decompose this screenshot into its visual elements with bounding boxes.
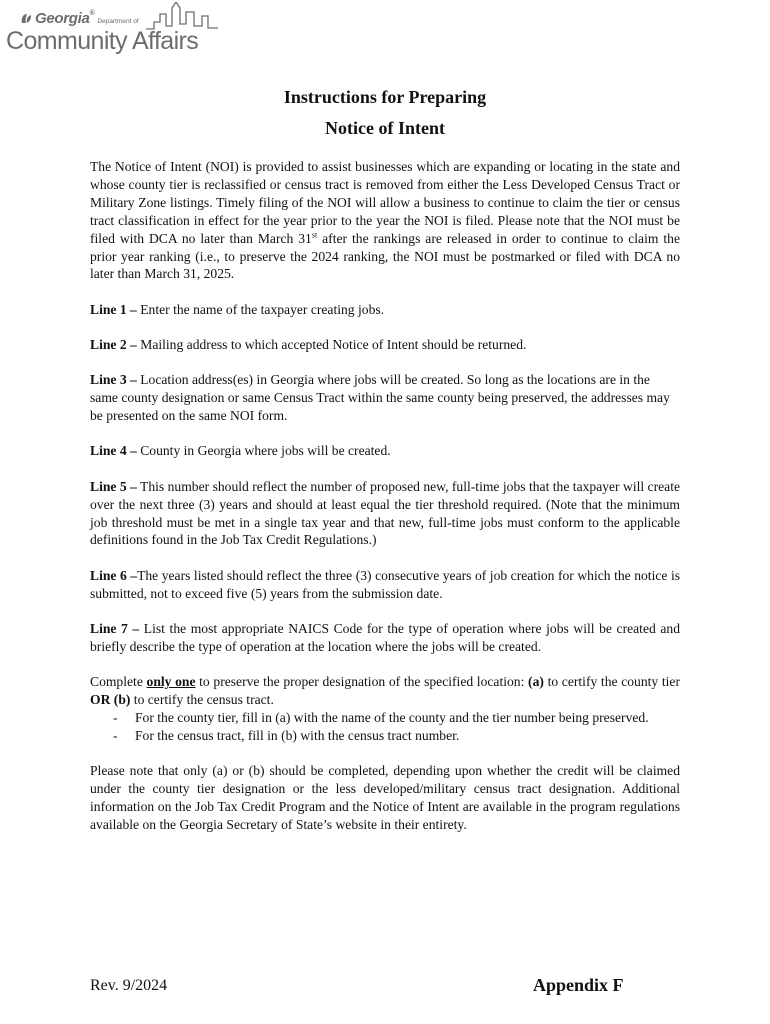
line-1-text: Enter the name of the taxpayer creating jobs. xyxy=(136,301,385,317)
complete-one-paragraph xyxy=(90,673,680,709)
intro-text-2: after the rankings are released in order to continue to claim the prior year ranking (i.e., to preserve the 2024 ranking, the NOI must be postmarked or filed with DCA no later than March 31, 2025. xyxy=(90,230,680,282)
line-2-instruction xyxy=(90,336,680,354)
line-3-label: Line 3 – xyxy=(90,372,137,388)
line-2-label: Line 2 – xyxy=(90,337,137,353)
closing-paragraph: Please note that only (a) or (b) should be completed, depending upon whether the credit will be claimed under the county tier designation or the less developed/military census tract designation. Additional information on the Job Tax Credit Program and the Notice of Intent are available in the program regulations available on the Georgia Secretary of State’s website in their entirety. xyxy=(90,763,680,832)
line-1-label: Line 1 – xyxy=(90,301,137,317)
page-title-line-2: Notice of Intent xyxy=(325,118,445,138)
list-item xyxy=(90,727,680,745)
line-4-label: Line 4 – xyxy=(90,443,137,459)
logo-registered-mark: ® xyxy=(89,9,95,17)
logo-dept-text: Department of xyxy=(97,17,139,25)
line-1-instruction xyxy=(90,301,680,319)
line-3-instruction xyxy=(90,371,680,425)
logo-georgia-text: Georgia xyxy=(35,9,90,27)
line-6-label: Line 6 – xyxy=(90,567,138,583)
logo-top-row xyxy=(20,8,139,28)
intro-text-1: The Notice of Intent (NOI) is provided to assist businesses which are expanding or locating in the state and whose county tier is reclassified or census tract is removed from either the Less Developed Census Tract or Military Zone listings. Timely filing of the NOI will allow a business to continue to claim the tier or census tract classification in effect for the year prior to the year the NOI is filed. Please note that the NOI must be filed with DCA no later than March 31 xyxy=(90,159,680,246)
complete-text-pre: Complete xyxy=(90,674,147,690)
bullet-census-tract: For the census tract, fill in (b) with the census tract number. xyxy=(135,727,460,743)
line-4-text: County in Georgia where jobs will be created. xyxy=(136,443,391,459)
revision-date: Rev. 9/2024 xyxy=(90,977,168,994)
skyline-icon xyxy=(146,2,226,30)
designation-bullet-list xyxy=(90,709,680,745)
intro-superscript: st xyxy=(311,230,318,240)
line-3-text: Location address(es) in Georgia where jobs will be created. So long as the locations are in the same county designation or same Census Tract within the same county being preserved, the addresses may be presented on the same NOI form. xyxy=(90,372,670,424)
intro-paragraph xyxy=(90,158,680,283)
logo-community-affairs: Community Affairs xyxy=(6,27,199,55)
complete-text-post: to certify the census tract. xyxy=(130,692,274,708)
option-or-b-label: OR (b) xyxy=(90,692,131,708)
page-title-line-1: Instructions for Preparing xyxy=(283,87,487,107)
dca-logo xyxy=(6,2,228,56)
line-6-instruction xyxy=(90,567,680,603)
line-6-text: The years listed should reflect the three (3) consecutive years of job creation for which the notice is submitted, not to exceed five (5) years from the submission date. xyxy=(90,567,681,601)
option-a-label: (a) xyxy=(528,674,544,690)
line-7-instruction xyxy=(90,620,680,656)
appendix-label: Appendix F xyxy=(533,975,624,995)
complete-text-mid-1: to preserve the proper designation of the specified location: xyxy=(195,674,529,690)
line-7-label: Line 7 – xyxy=(90,620,140,636)
line-2-text: Mailing address to which accepted Notice of Intent should be returned. xyxy=(136,337,527,353)
complete-text-mid-2: to certify the county tier xyxy=(543,674,680,690)
line-5-text: This number should reflect the number of proposed new, full-time jobs that the taxpayer will create over the next three (3) years and should at least equal the tier threshold required. (Note that the minimum job threshold must be met in a single tax year and that new, full-time jobs must conform to the applicable definitions found in the Job Tax Credit Regulations.) xyxy=(90,478,681,548)
line-4-instruction xyxy=(90,442,680,460)
dash-bullet: - xyxy=(113,709,118,725)
line-5-label: Line 5 – xyxy=(90,478,137,494)
instructions-body xyxy=(90,158,680,851)
line-5-instruction xyxy=(90,478,680,550)
dash-bullet: - xyxy=(113,727,118,743)
bullet-county-tier: For the county tier, fill in (a) with the name of the county and the tier number being preserved. xyxy=(135,709,649,725)
list-item xyxy=(90,709,680,727)
only-one-emphasis: only one xyxy=(146,674,196,690)
line-7-text: List the most appropriate NAICS Code for the type of operation where jobs will be created and briefly describe the type of operation at the location where the jobs will be created. xyxy=(90,620,681,654)
peach-icon xyxy=(20,12,33,25)
